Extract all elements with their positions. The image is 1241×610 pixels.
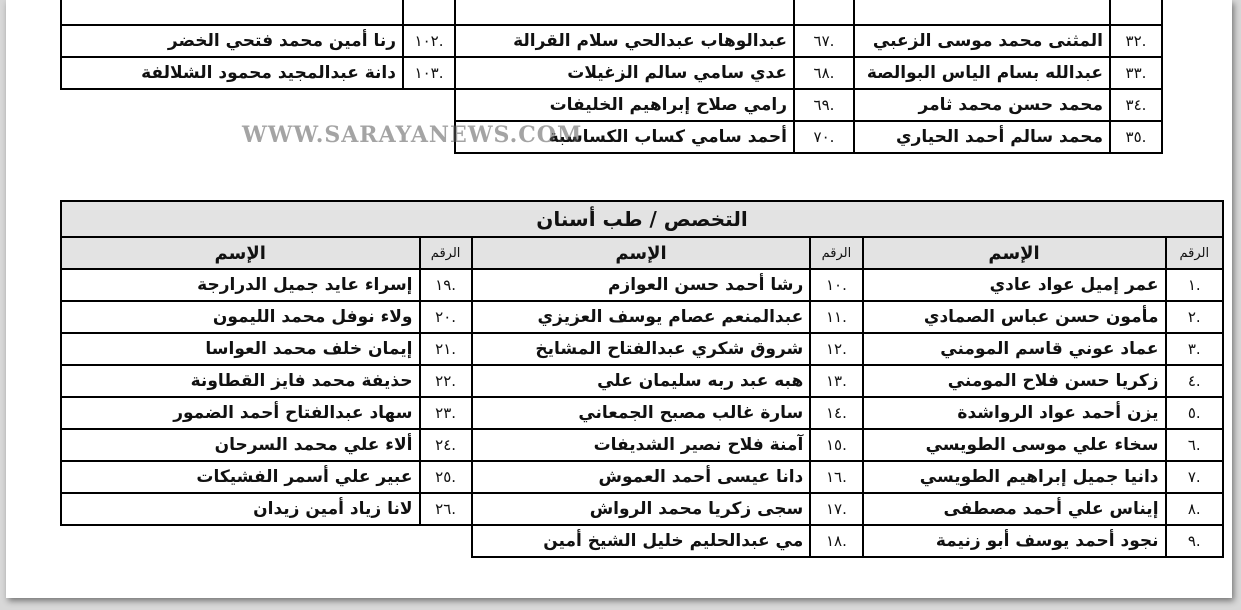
row-number: .١٥ xyxy=(810,429,862,461)
table-row xyxy=(61,429,1223,461)
table-row xyxy=(61,365,1223,397)
row-number xyxy=(1110,0,1162,25)
table-row xyxy=(61,25,455,57)
row-number: .١٢ xyxy=(810,333,862,365)
row-number: .٦ xyxy=(1166,429,1223,461)
person-name: يزن أحمد عواد الرواشدة xyxy=(863,397,1166,429)
row-number: .٢٦ xyxy=(420,493,472,525)
row-number: .٣٣ xyxy=(1110,57,1162,89)
person-name: ألاء علي محمد السرحان xyxy=(61,429,420,461)
row-number: .٣٢ xyxy=(1110,25,1162,57)
person-name: إيمان خلف محمد العواسا xyxy=(61,333,420,365)
number-column-header: الرقم xyxy=(1166,237,1223,269)
person-name: زكريا حسن فلاح المومني xyxy=(863,365,1166,397)
dentistry-specialty-table xyxy=(60,200,1224,558)
person-name: نجود أحمد يوسف أبو زنيمة xyxy=(863,525,1166,557)
person-name: آمنة فلاح نصير الشديفات xyxy=(472,429,811,461)
row-number: .٢٤ xyxy=(420,429,472,461)
person-name: مي عبدالحليم خليل الشيخ أمين xyxy=(472,525,811,557)
person-name: دانا عيسى أحمد العموش xyxy=(472,461,811,493)
name-column-header: الإسم xyxy=(863,237,1166,269)
person-name: عماد عوني قاسم المومني xyxy=(863,333,1166,365)
table-row xyxy=(455,25,1162,57)
row-number: .٩ xyxy=(1166,525,1223,557)
table-row xyxy=(61,57,455,89)
person-name xyxy=(455,0,794,25)
row-number: .٢٣ xyxy=(420,397,472,429)
person-name: عبدالمنعم عصام يوسف العزيزي xyxy=(472,301,811,333)
table-row xyxy=(455,0,1162,25)
table-row xyxy=(455,89,1162,121)
table-row xyxy=(61,269,1223,301)
row-number: .٦٩ xyxy=(794,89,854,121)
person-name: لانا زياد أمين زيدان xyxy=(61,493,420,525)
row-number: .١٦ xyxy=(810,461,862,493)
person-name: شروق شكري عبدالفتاح المشايخ xyxy=(472,333,811,365)
row-number: .٢ xyxy=(1166,301,1223,333)
row-number: .١٧ xyxy=(810,493,862,525)
person-name: دانيا جميل إبراهيم الطويسي xyxy=(863,461,1166,493)
person-name: رامي صلاح إبراهيم الخليفات xyxy=(455,89,794,121)
person-name: محمد سالم أحمد الحياري xyxy=(854,121,1110,153)
table-title-row xyxy=(61,201,1223,237)
row-number: .٣ xyxy=(1166,333,1223,365)
person-name: سجى زكريا محمد الرواش xyxy=(472,493,811,525)
person-name xyxy=(854,0,1110,25)
specialty-title: التخصص / طب أسنان xyxy=(61,201,1223,237)
row-number: .١٨ xyxy=(810,525,862,557)
row-number: .١٣ xyxy=(810,365,862,397)
person-name: المثنى محمد موسى الزعبي xyxy=(854,25,1110,57)
person-name: ولاء نوفل محمد الليمون xyxy=(61,301,420,333)
row-number: .٢٢ xyxy=(420,365,472,397)
row-number: .٥ xyxy=(1166,397,1223,429)
row-number: .١٠٣ xyxy=(403,57,455,89)
table-row xyxy=(61,525,1223,557)
name-column-header: الإسم xyxy=(61,237,420,269)
row-number: .٧ xyxy=(1166,461,1223,493)
person-name: دانة عبدالمجيد محمود الشلالفة xyxy=(61,57,403,89)
row-number: .٣٥ xyxy=(1110,121,1162,153)
person-name: هبه عبد ربه سليمان علي xyxy=(472,365,811,397)
row-number: .٧٠ xyxy=(794,121,854,153)
row-number: .١٠ xyxy=(810,269,862,301)
person-name: عمر إميل عواد عادي xyxy=(863,269,1166,301)
table-row xyxy=(61,333,1223,365)
person-name: إسراء عايد جميل الدرارجة xyxy=(61,269,420,301)
person-name: عبدالوهاب عبدالحي سلام القرالة xyxy=(455,25,794,57)
row-number: .١٤ xyxy=(810,397,862,429)
row-number: .٨ xyxy=(1166,493,1223,525)
empty-cell xyxy=(61,525,472,557)
row-number: .١٠٢ xyxy=(403,25,455,57)
person-name: محمد حسن محمد ثامر xyxy=(854,89,1110,121)
person-name: سارة غالب مصبح الجمعاني xyxy=(472,397,811,429)
table-row xyxy=(61,301,1223,333)
person-name: عبدالله بسام الياس البوالصة xyxy=(854,57,1110,89)
number-column-header: الرقم xyxy=(420,237,472,269)
table-row xyxy=(61,0,455,25)
row-number: .٦٧ xyxy=(794,25,854,57)
name-column-header: الإسم xyxy=(472,237,811,269)
watermark-text: WWW.SARAYANEWS.COM xyxy=(242,122,583,148)
person-name: رنا أمين محمد فتحي الخضر xyxy=(61,25,403,57)
row-number xyxy=(794,0,854,25)
upper-names-table-left xyxy=(60,0,456,90)
row-number: .٣٤ xyxy=(1110,89,1162,121)
table-row xyxy=(455,57,1162,89)
row-number: .٢١ xyxy=(420,333,472,365)
row-number: .٤ xyxy=(1166,365,1223,397)
document-page xyxy=(6,0,1232,598)
row-number: .٦٨ xyxy=(794,57,854,89)
table-row xyxy=(61,397,1223,429)
person-name: عدي سامي سالم الزغيلات xyxy=(455,57,794,89)
person-name: حذيفة محمد فايز القطاونة xyxy=(61,365,420,397)
person-name: رشا أحمد حسن العوازم xyxy=(472,269,811,301)
row-number: .١ xyxy=(1166,269,1223,301)
person-name xyxy=(61,0,403,25)
number-column-header: الرقم xyxy=(810,237,862,269)
table-row xyxy=(61,461,1223,493)
person-name: إيناس علي أحمد مصطفى xyxy=(863,493,1166,525)
column-header-row xyxy=(61,237,1223,269)
person-name: مأمون حسن عباس الصمادي xyxy=(863,301,1166,333)
person-name: سخاء علي موسى الطويسي xyxy=(863,429,1166,461)
row-number: .٢٠ xyxy=(420,301,472,333)
person-name: أحمد سامي كساب الكساسبة xyxy=(455,121,794,153)
person-name: عبير علي أسمر الفشيكات xyxy=(61,461,420,493)
person-name: سهاد عبدالفتاح أحمد الضمور xyxy=(61,397,420,429)
row-number: .٢٥ xyxy=(420,461,472,493)
row-number xyxy=(403,0,455,25)
row-number: .١٩ xyxy=(420,269,472,301)
row-number: .١١ xyxy=(810,301,862,333)
table-row xyxy=(61,493,1223,525)
